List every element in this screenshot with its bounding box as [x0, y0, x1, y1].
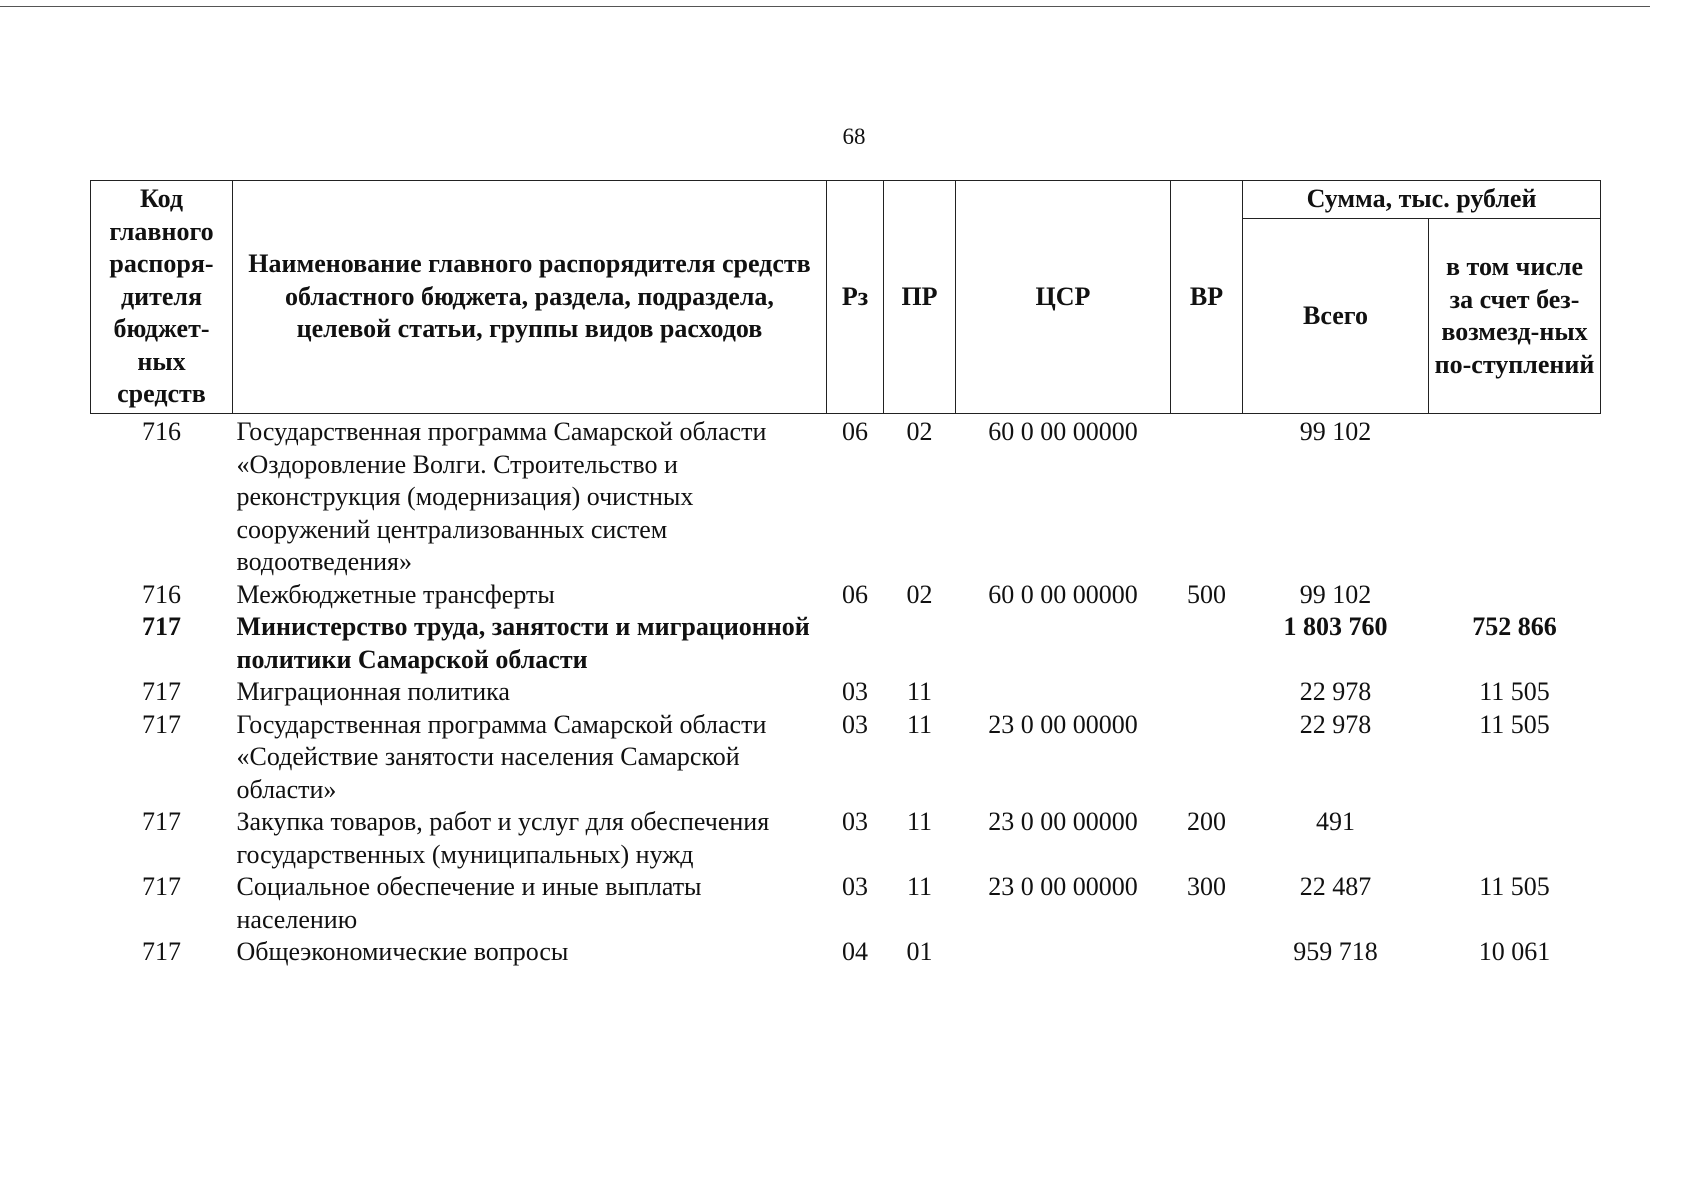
cell-pr: 11 [906, 677, 933, 706]
cell-csr: 23 0 00 00000 [988, 872, 1138, 901]
cell-code: 717 [142, 937, 181, 966]
table-row [91, 579, 1601, 612]
cell-rz: 03 [842, 872, 868, 901]
cell-total: 22 978 [1299, 677, 1372, 706]
cell-gratis: 11 505 [1479, 709, 1550, 739]
table-row [91, 676, 1601, 709]
cell-name: Закупка товаров, работ и услуг для обеспечения государственных (муниципальных) нужд [236, 807, 770, 869]
cell-csr: 60 0 00 00000 [988, 417, 1138, 446]
cell-rz: 03 [842, 709, 868, 739]
table-row [91, 871, 1601, 936]
cell-csr [956, 936, 1171, 969]
cell-gratis: 11 505 [1479, 677, 1550, 706]
table-row [91, 936, 1601, 969]
cell-name: Социальное обеспечение и иные выплаты населению [236, 872, 702, 934]
cell-rz: 06 [842, 579, 868, 609]
cell-code: 716 [142, 579, 181, 609]
header-csr: ЦСР [956, 181, 1171, 414]
cell-vr [1171, 414, 1243, 579]
header-pr: ПР [884, 181, 956, 414]
top-rule [0, 6, 1650, 7]
cell-name: Министерство труда, занятости и миграционной политики Самарской области [236, 612, 810, 674]
header-code: Код главного распоря-дителя бюджет-ных средств [91, 181, 233, 414]
cell-pr: 02 [906, 417, 933, 446]
cell-name: Государственная программа Самарской области «Оздоровление Волги. Строительство и реконструкция (модернизация) очистных сооружений централизованных систем водоотведения» [236, 417, 767, 576]
cell-rz: 04 [842, 937, 868, 966]
header-vr: ВР [1171, 181, 1243, 414]
cell-code: 717 [142, 709, 181, 739]
cell-vr: 500 [1187, 579, 1226, 609]
cell-csr [956, 611, 1171, 676]
cell-csr: 23 0 00 00000 [988, 709, 1138, 739]
cell-vr [1171, 709, 1243, 807]
cell-pr: 11 [906, 872, 933, 901]
budget-table [90, 180, 1601, 969]
cell-gratis [1429, 579, 1601, 612]
cell-rz [827, 611, 884, 676]
table-row [91, 414, 1601, 579]
cell-pr: 01 [906, 937, 933, 966]
cell-code: 717 [142, 677, 181, 706]
cell-gratis: 11 505 [1479, 872, 1550, 901]
header-total: Всего [1243, 219, 1429, 414]
cell-name: Общеэкономические вопросы [236, 937, 569, 966]
page-number: 68 [842, 124, 866, 149]
header-name: Наименование главного распорядителя средств областного бюджета, раздела, подраздела, целевой статьи, группы видов расходов [233, 181, 827, 414]
cell-csr: 23 0 00 00000 [988, 807, 1138, 836]
cell-gratis [1429, 806, 1601, 871]
cell-rz: 03 [842, 807, 868, 836]
cell-vr [1171, 936, 1243, 969]
cell-rz: 03 [842, 677, 868, 706]
cell-name: Государственная программа Самарской области «Содействие занятости населения Самарской области» [236, 709, 767, 804]
cell-total: 491 [1316, 807, 1355, 836]
table-row [91, 611, 1601, 676]
cell-total: 22 487 [1299, 872, 1372, 901]
header-rz: Рз [827, 181, 884, 414]
cell-pr [884, 611, 956, 676]
cell-vr: 200 [1187, 807, 1226, 836]
cell-code: 716 [142, 417, 181, 446]
cell-pr: 11 [906, 709, 933, 739]
table-header [91, 181, 1601, 414]
cell-gratis: 752 866 [1472, 612, 1557, 641]
cell-pr: 02 [906, 579, 933, 609]
cell-total: 22 978 [1299, 709, 1372, 739]
cell-vr [1171, 676, 1243, 709]
cell-total: 99 102 [1299, 417, 1372, 446]
cell-total: 99 102 [1299, 579, 1372, 609]
cell-vr [1171, 611, 1243, 676]
cell-vr: 300 [1187, 872, 1226, 901]
table-body [91, 414, 1601, 969]
cell-pr: 11 [906, 807, 933, 836]
cell-total: 1 803 760 [1283, 612, 1388, 641]
table-row [91, 806, 1601, 871]
cell-total: 959 718 [1293, 937, 1378, 966]
cell-gratis: 10 061 [1478, 937, 1551, 966]
cell-csr [956, 676, 1171, 709]
cell-code: 717 [142, 612, 181, 641]
cell-name: Миграционная политика [236, 677, 510, 706]
table-row [91, 709, 1601, 807]
header-sum-group: Сумма, тыс. рублей [1243, 181, 1601, 219]
cell-gratis [1429, 414, 1601, 579]
cell-name: Межбюджетные трансферты [236, 579, 555, 609]
header-gratis: в том числе за счет без-возмезд-ных по-ступлений [1429, 219, 1601, 414]
cell-code: 717 [142, 872, 181, 901]
cell-code: 717 [142, 807, 181, 836]
cell-csr: 60 0 00 00000 [988, 579, 1138, 609]
cell-rz: 06 [842, 417, 868, 446]
